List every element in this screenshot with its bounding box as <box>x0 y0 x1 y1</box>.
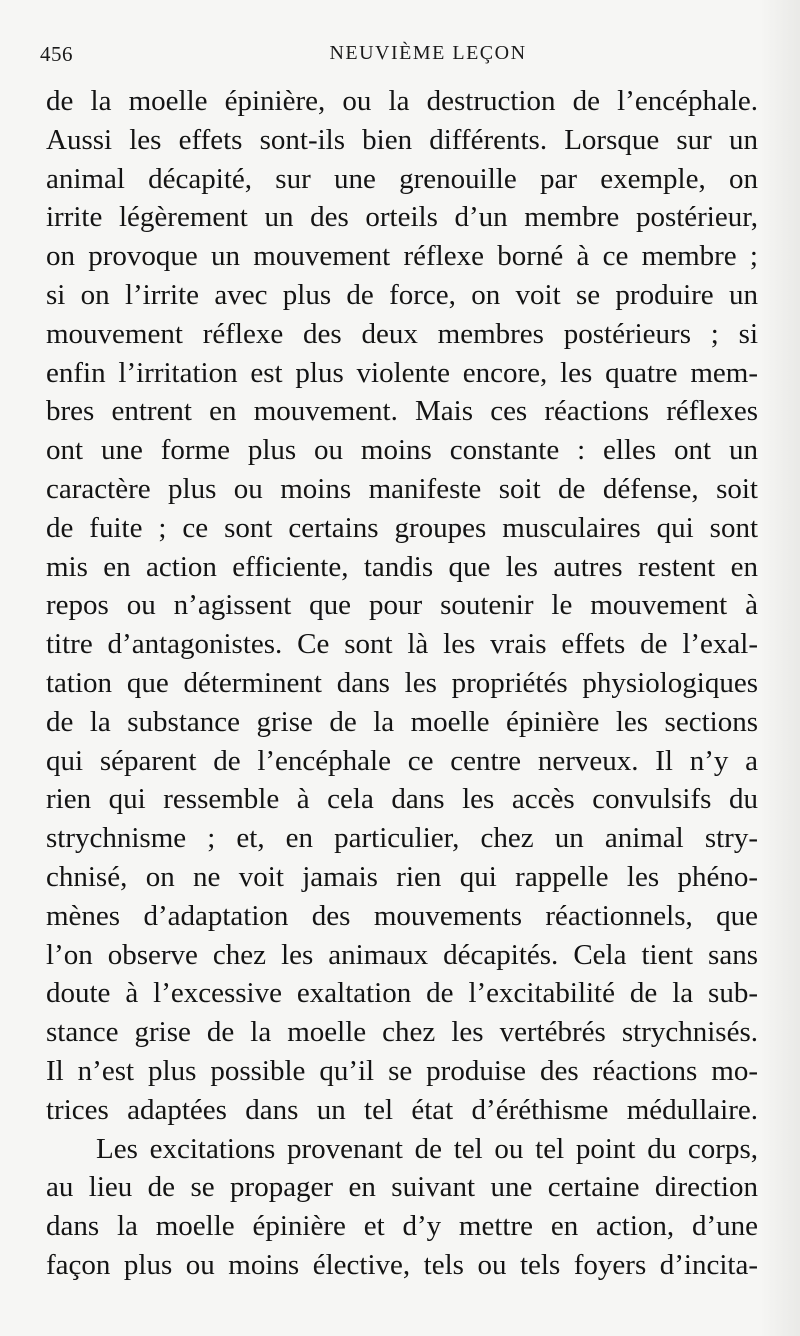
text-line: strychnisme ; et, en particulier, chez un animal stry- <box>46 822 758 855</box>
text-line: rien qui ressemble à cela dans les accès convulsifs du <box>46 783 758 816</box>
text-line: de la moelle épinière, ou la destruction de l’encéphale. <box>46 85 758 117</box>
text-line: de la substance grise de la moelle épinière les sections <box>46 705 758 738</box>
text-line: stance grise de la moelle chez les vertébrés strychnisés. <box>46 1016 758 1049</box>
text-line: mènes d’adaptation des mouvements réactionnels, que <box>46 899 758 932</box>
paragraph <box>46 1130 758 1285</box>
text-line: repos ou n’agissent que pour soutenir le mouvement à <box>46 589 758 622</box>
page-number: 456 <box>40 42 73 66</box>
text-line: Les excitations provenant de tel ou tel point du corps, <box>96 1132 758 1165</box>
text-line: Aussi les effets sont-ils bien différents. Lorsque sur un <box>46 123 758 156</box>
text-line: enfin l’irritation est plus violente encore, les quatre mem- <box>46 356 758 389</box>
text-line: chnisé, on ne voit jamais rien qui rappelle les phéno- <box>46 860 758 893</box>
body-text <box>46 82 758 1285</box>
text-line: de fuite ; ce sont certains groupes musculaires qui sont <box>46 511 758 544</box>
text-line: dans la moelle épinière et d’y mettre en action, d’une <box>46 1210 758 1243</box>
text-line: l’on observe chez les animaux décapités. Cela tient sans <box>46 938 758 971</box>
page-header <box>40 40 756 74</box>
text-line: ont une forme plus ou moins constante : elles ont un <box>46 434 758 467</box>
text-line: doute à l’excessive exaltation de l’excitabilité de la sub- <box>46 977 758 1010</box>
page-edge-shadow <box>760 0 800 1336</box>
text-line: mouvement réflexe des deux membres postérieurs ; si <box>46 317 758 350</box>
text-line: si on l’irrite avec plus de force, on voit se produire un <box>46 278 758 311</box>
text-line: titre d’antagonistes. Ce sont là les vrais effets de l’exal- <box>46 628 758 661</box>
text-line: Il n’est plus possible qu’il se produise des réactions mo- <box>46 1054 758 1087</box>
running-head: NEUVIÈME LEÇON <box>329 42 527 64</box>
text-line: trices adaptées dans un tel état d’éréthisme médullaire. <box>46 1093 758 1126</box>
text-line: caractère plus ou moins manifeste soit de défense, soit <box>46 472 758 505</box>
text-line: irrite légèrement un des orteils d’un membre postérieur, <box>46 201 758 234</box>
text-line: on provoque un mouvement réflexe borné à ce membre ; <box>46 240 758 273</box>
paragraph <box>46 82 758 1130</box>
text-line: au lieu de se propager en suivant une certaine direction <box>46 1171 758 1204</box>
text-line: qui séparent de l’encéphale ce centre nerveux. Il n’y a <box>46 744 758 777</box>
text-line: bres entrent en mouvement. Mais ces réactions réflexes <box>46 395 758 428</box>
text-line: façon plus ou moins élective, tels ou tels foyers d’incita- <box>46 1248 758 1281</box>
text-line: animal décapité, sur une grenouille par exemple, on <box>46 162 758 195</box>
text-line: mis en action efficiente, tandis que les autres restent en <box>46 550 758 583</box>
text-line: tation que déterminent dans les propriétés physiologiques <box>46 666 758 699</box>
